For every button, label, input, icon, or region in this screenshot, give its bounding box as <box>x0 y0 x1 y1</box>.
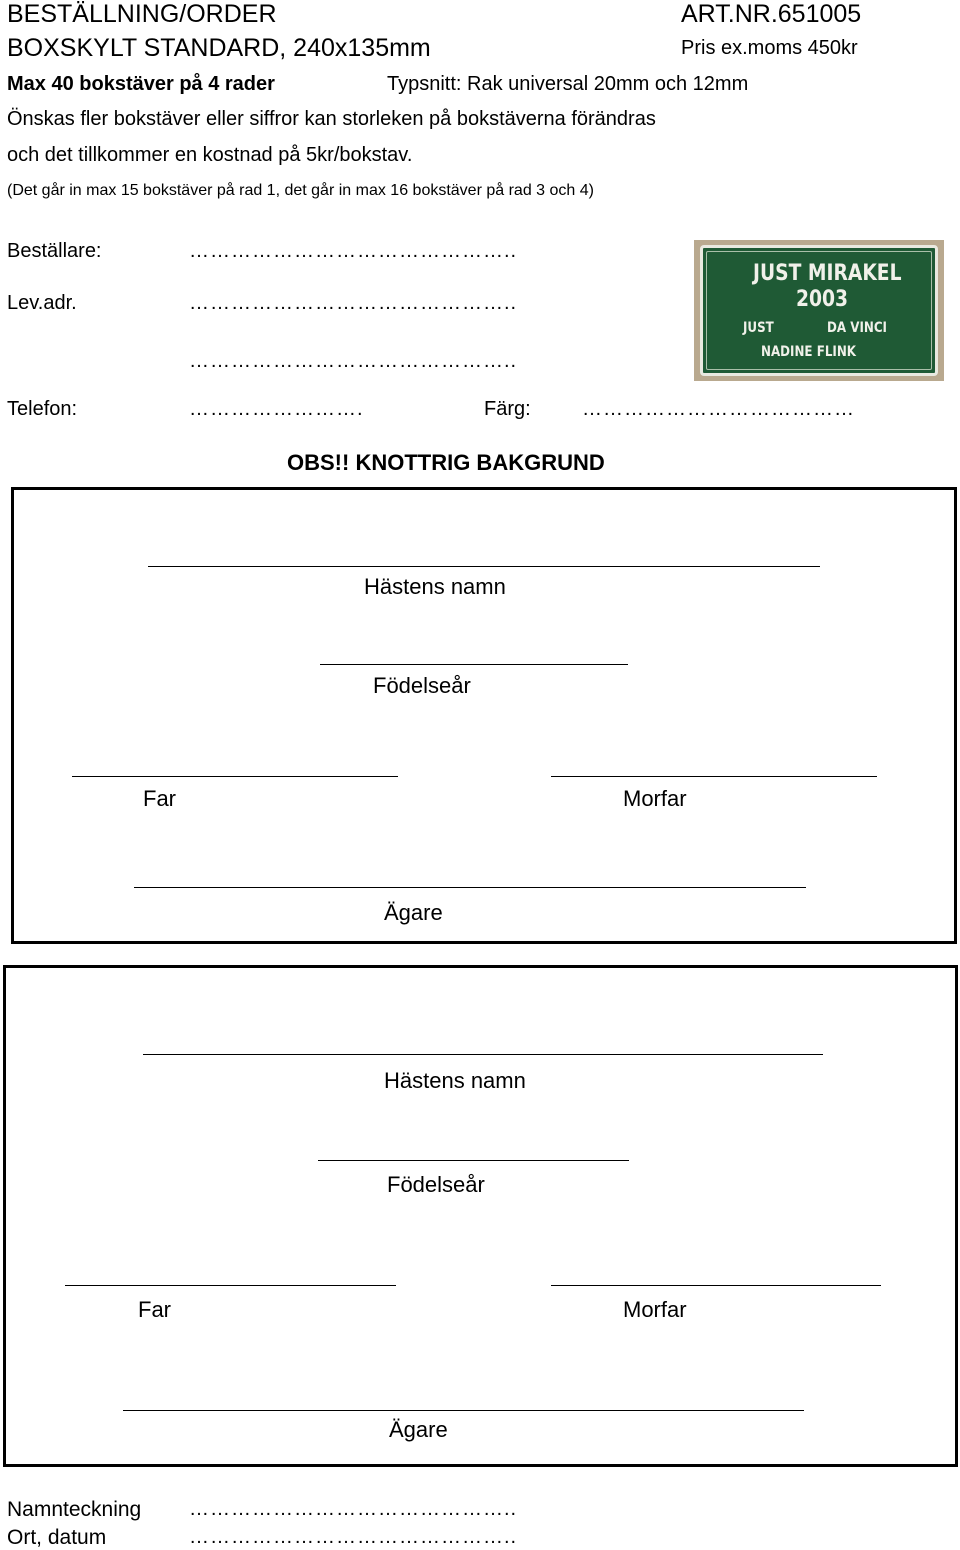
plate-text-box-2 <box>3 965 958 1467</box>
grandfather-line[interactable] <box>551 1285 881 1286</box>
address-field-2[interactable]: ……………………………………….. <box>189 350 518 372</box>
orderer-label: Beställare: <box>7 240 102 262</box>
product-name: BOXSKYLT STANDARD, 240x135mm <box>7 34 431 62</box>
owner-line[interactable] <box>134 887 806 888</box>
signature-label: Namnteckning <box>7 1498 142 1521</box>
birth-year-line[interactable] <box>318 1160 629 1161</box>
obs-warning: OBS!! KNOTTRIG BAKGRUND <box>287 450 605 475</box>
orderer-field[interactable]: ……………………………………….. <box>189 240 518 262</box>
owner-line[interactable] <box>123 1410 804 1411</box>
plate-line-3-right: DA VINCI <box>827 320 887 336</box>
father-label: Far <box>143 786 176 811</box>
horse-name-line[interactable] <box>148 566 820 567</box>
birth-year-label: Födelseår <box>373 673 471 698</box>
color-label: Färg: <box>484 398 531 420</box>
owner-label: Ägare <box>389 1417 448 1442</box>
grandfather-label: Morfar <box>623 786 687 811</box>
article-number: ART.NR.651005 <box>681 0 862 28</box>
sample-plate <box>700 245 938 376</box>
note-small: (Det går in max 15 bokstäver på rad 1, det går in max 16 bokstäver på rad 3 och 4) <box>7 182 594 199</box>
plate-line-2: 2003 <box>796 287 849 312</box>
max-letters: Max 40 bokstäver på 4 rader <box>7 73 275 95</box>
plate-text-box-1 <box>11 487 957 944</box>
father-line[interactable] <box>72 776 398 777</box>
horse-name-line[interactable] <box>143 1054 823 1055</box>
place-date-field[interactable]: ……………………………………….. <box>189 1526 518 1548</box>
signature-field[interactable]: ……………………………………….. <box>189 1498 518 1520</box>
phone-field[interactable]: ……………………. <box>189 398 364 420</box>
sample-plate-photo <box>694 240 944 381</box>
horse-name-label: Hästens namn <box>384 1068 526 1093</box>
grandfather-label: Morfar <box>623 1297 687 1322</box>
price: Pris ex.moms 450kr <box>681 37 858 59</box>
phone-label: Telefon: <box>7 398 78 420</box>
plate-line-3-left: JUST <box>743 320 774 336</box>
font-info: Typsnitt: Rak universal 20mm och 12mm <box>387 73 749 95</box>
note-line-2: och det tillkommer en kostnad på 5kr/bokstav. <box>7 144 413 166</box>
father-line[interactable] <box>65 1285 396 1286</box>
grandfather-line[interactable] <box>551 776 877 777</box>
order-title: BESTÄLLNING/ORDER <box>7 0 277 28</box>
horse-name-label: Hästens namn <box>364 574 506 599</box>
birth-year-line[interactable] <box>320 664 628 665</box>
address-label: Lev.adr. <box>7 292 77 314</box>
owner-label: Ägare <box>384 900 443 925</box>
birth-year-label: Födelseår <box>387 1172 485 1197</box>
color-field[interactable]: ………………………………… <box>582 398 855 420</box>
plate-line-4: NADINE FLINK <box>761 344 857 360</box>
plate-line-1: JUST MIRAKEL <box>753 261 902 286</box>
place-date-label: Ort, datum <box>7 1526 107 1549</box>
note-line-1: Önskas fler bokstäver eller siffror kan storleken på bokstäverna förändras <box>7 108 656 130</box>
address-field-1[interactable]: ……………………………………….. <box>189 292 518 314</box>
father-label: Far <box>138 1297 171 1322</box>
